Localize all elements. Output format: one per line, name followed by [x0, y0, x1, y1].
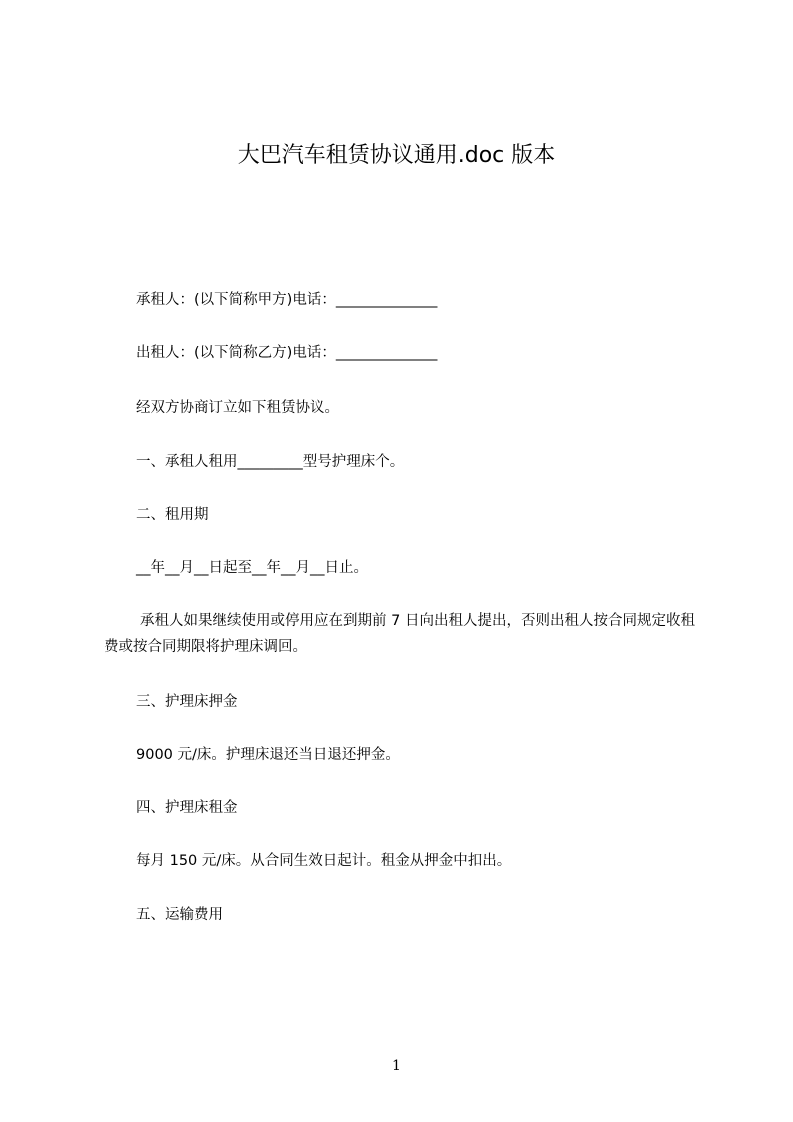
agreement-intro: 经双方协商订立如下租赁协议。 [136, 400, 339, 416]
rental-period-dates: __年__月__日起至__年__月__日止。 [136, 560, 368, 576]
lessor-line: 出租人：(以下简称乙方)电话：______________ [136, 345, 438, 361]
clause-1-rental-item: 一、承租人租用_________型号护理床个。 [136, 454, 405, 470]
rent-paragraph: 每月 150 元/床。从合同生效日起计。租金从押金中扣出。 [136, 853, 512, 869]
deposit-paragraph: 9000 元/床。护理床退还当日退还押金。 [136, 747, 400, 763]
lessee-line: 承租人：(以下简称甲方)电话：______________ [136, 292, 438, 308]
document-title: 大巴汽车租赁协议通用.doc 版本 [237, 143, 556, 168]
page-number: 1 [392, 1058, 401, 1074]
clause-4-heading: 四、护理床租金 [136, 800, 238, 816]
clause-3-heading: 三、护理床押金 [136, 694, 238, 710]
clause-5-heading: 五、运输费用 [136, 907, 223, 923]
renewal-notice-paragraph: 承租人如果继续使用或停用应在到期前 7 日向出租人提出，否则出租人按合同规定收租费或按合同期限将护理床调回。 [104, 613, 695, 655]
clause-2-heading: 二、租用期 [136, 507, 209, 523]
